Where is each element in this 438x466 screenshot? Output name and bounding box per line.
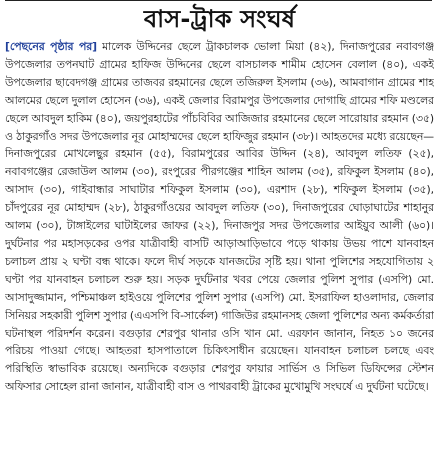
article-body: [5, 38, 434, 466]
continued-from-tag: [পেছনের পৃষ্ঠার পর]: [5, 40, 97, 53]
headline: বাস-ট্রাক সংঘর্ষ: [143, 5, 296, 33]
article-body-text: মালেক উদ্দিনের ছেলে ট্রাকচালক ভোলা মিয়া (৪২), দিনাজপুরের নবাবগঞ্জ উপজেলার তপনঘাট গ্রামের হাফিজ উদ্দিনের ছেলে বাসচালক শামীম হোসেন বেলাল (৪০), একই উপজেলার ছাবেদগঞ্জ গ্রামের তাজবর রহমানের ছেলে তজিরুল ইসলাম (৩৬), আমবাগান গ্রামের শাহ আলমের ছেলে দুলাল হোসেন (৩৬), একই জেলার বিরামপুর উপজেলার দোগাছি গ্রামের শফি মণ্ডলের ছেলে আবদুল হাকিম (৪০), জয়পুরহাটের পাঁচবিবির আজিজার রহমানের ছেলে সারোয়ার রহমান (৩৫) ও ঠাকুরগাঁও সদর উপজেলার নূর মোহাম্মদের ছেলে হাফিজুর রহমান (৩৮)। আহতদের মধ্যে রয়েছেন— দিনাজপুরের মোখলেছুর রহমান (৫৫), বিরামপুরের আবির উদ্দিন (২৪), আবদুল লতিফ (২৫), নবাবগঞ্জের রেজাউল আলম (৩০), রংপুরের পীরগঞ্জের শাহিন আলম (৩৫), রফিকুল ইসলাম (৪০), আসাদ (৩০), গাইবান্ধার সাঘাটার শফিকুল ইসলাম (৩০), এরশাদ (২৮), শফিকুল ইসলাম (৩৫), চাঁদপুরের নূর মোহাম্মদ (২৮), ঠাকুরগাঁওয়ের আবদুল লতিফ (৩০), দিনাজপুরের ঘোড়াঘাটের শাহানুর আলম (৩০), টাঙ্গাইলের ঘাটাইলের জাফর (২২), দিনাজপুর সদর উপজেলার আইয়ুব আলী (৬০)। দুর্ঘটনার পর মহাসড়কের ওপর যাত্রীবাহী বাসটি আড়াআড়িভাবে পড়ে থাকায় উভয় পাশে যানবাহন চলাচল প্রায় ২ ঘণ্টা বন্ধ থাকে। ফলে দীর্ঘ সড়কে যানজটের সৃষ্টি হয়। থানা পুলিশের সহযোগিতায় ২ ঘণ্টা পর যানবাহন চলাচল শুরু হয়। সড়ক দুর্ঘটনার খবর পেয়ে জেলার পুলিশ সুপার (এসপি) মো. আসাদুজ্জামান, পশ্চিমাঞ্চল হাইওয়ে পুলিশের পুলিশ সুপার (এসপি) মো. ইসরাফিল হাওলাদার, জেলার সিনিয়র সহকারী পুলিশ সুপার (এএসপি বি-সার্কেল) গাজিউর রহমানসহ জেলা পুলিশের অন্য কর্মকর্তারা ঘটনাস্থল পরিদর্শন করেন। বগুড়ার শেরপুর থানার ওসি খান মো. এরফান জানান, নিহত ১০ জনের পরিচয় পাওয়া গেছে। আহতরা হাসপাতালে চিকিৎসাধীন রয়েছেন। যানবাহন চলাচল চলছে এবং পরিস্থিতি স্বাভাবিক রয়েছে। অন্যদিকে বগুড়ার শেরপুর ফায়ার সার্ভিস ও সিভিল ডিফিন্সের স্টেশন অফিসার সোহেল রানা জানান, যাত্রীবাহী বাস ও পাথরবাহী ট্রাকের মুখোমুখি সংঘর্ষে এ দুর্ঘটনা ঘটেছে।: [5, 40, 434, 394]
